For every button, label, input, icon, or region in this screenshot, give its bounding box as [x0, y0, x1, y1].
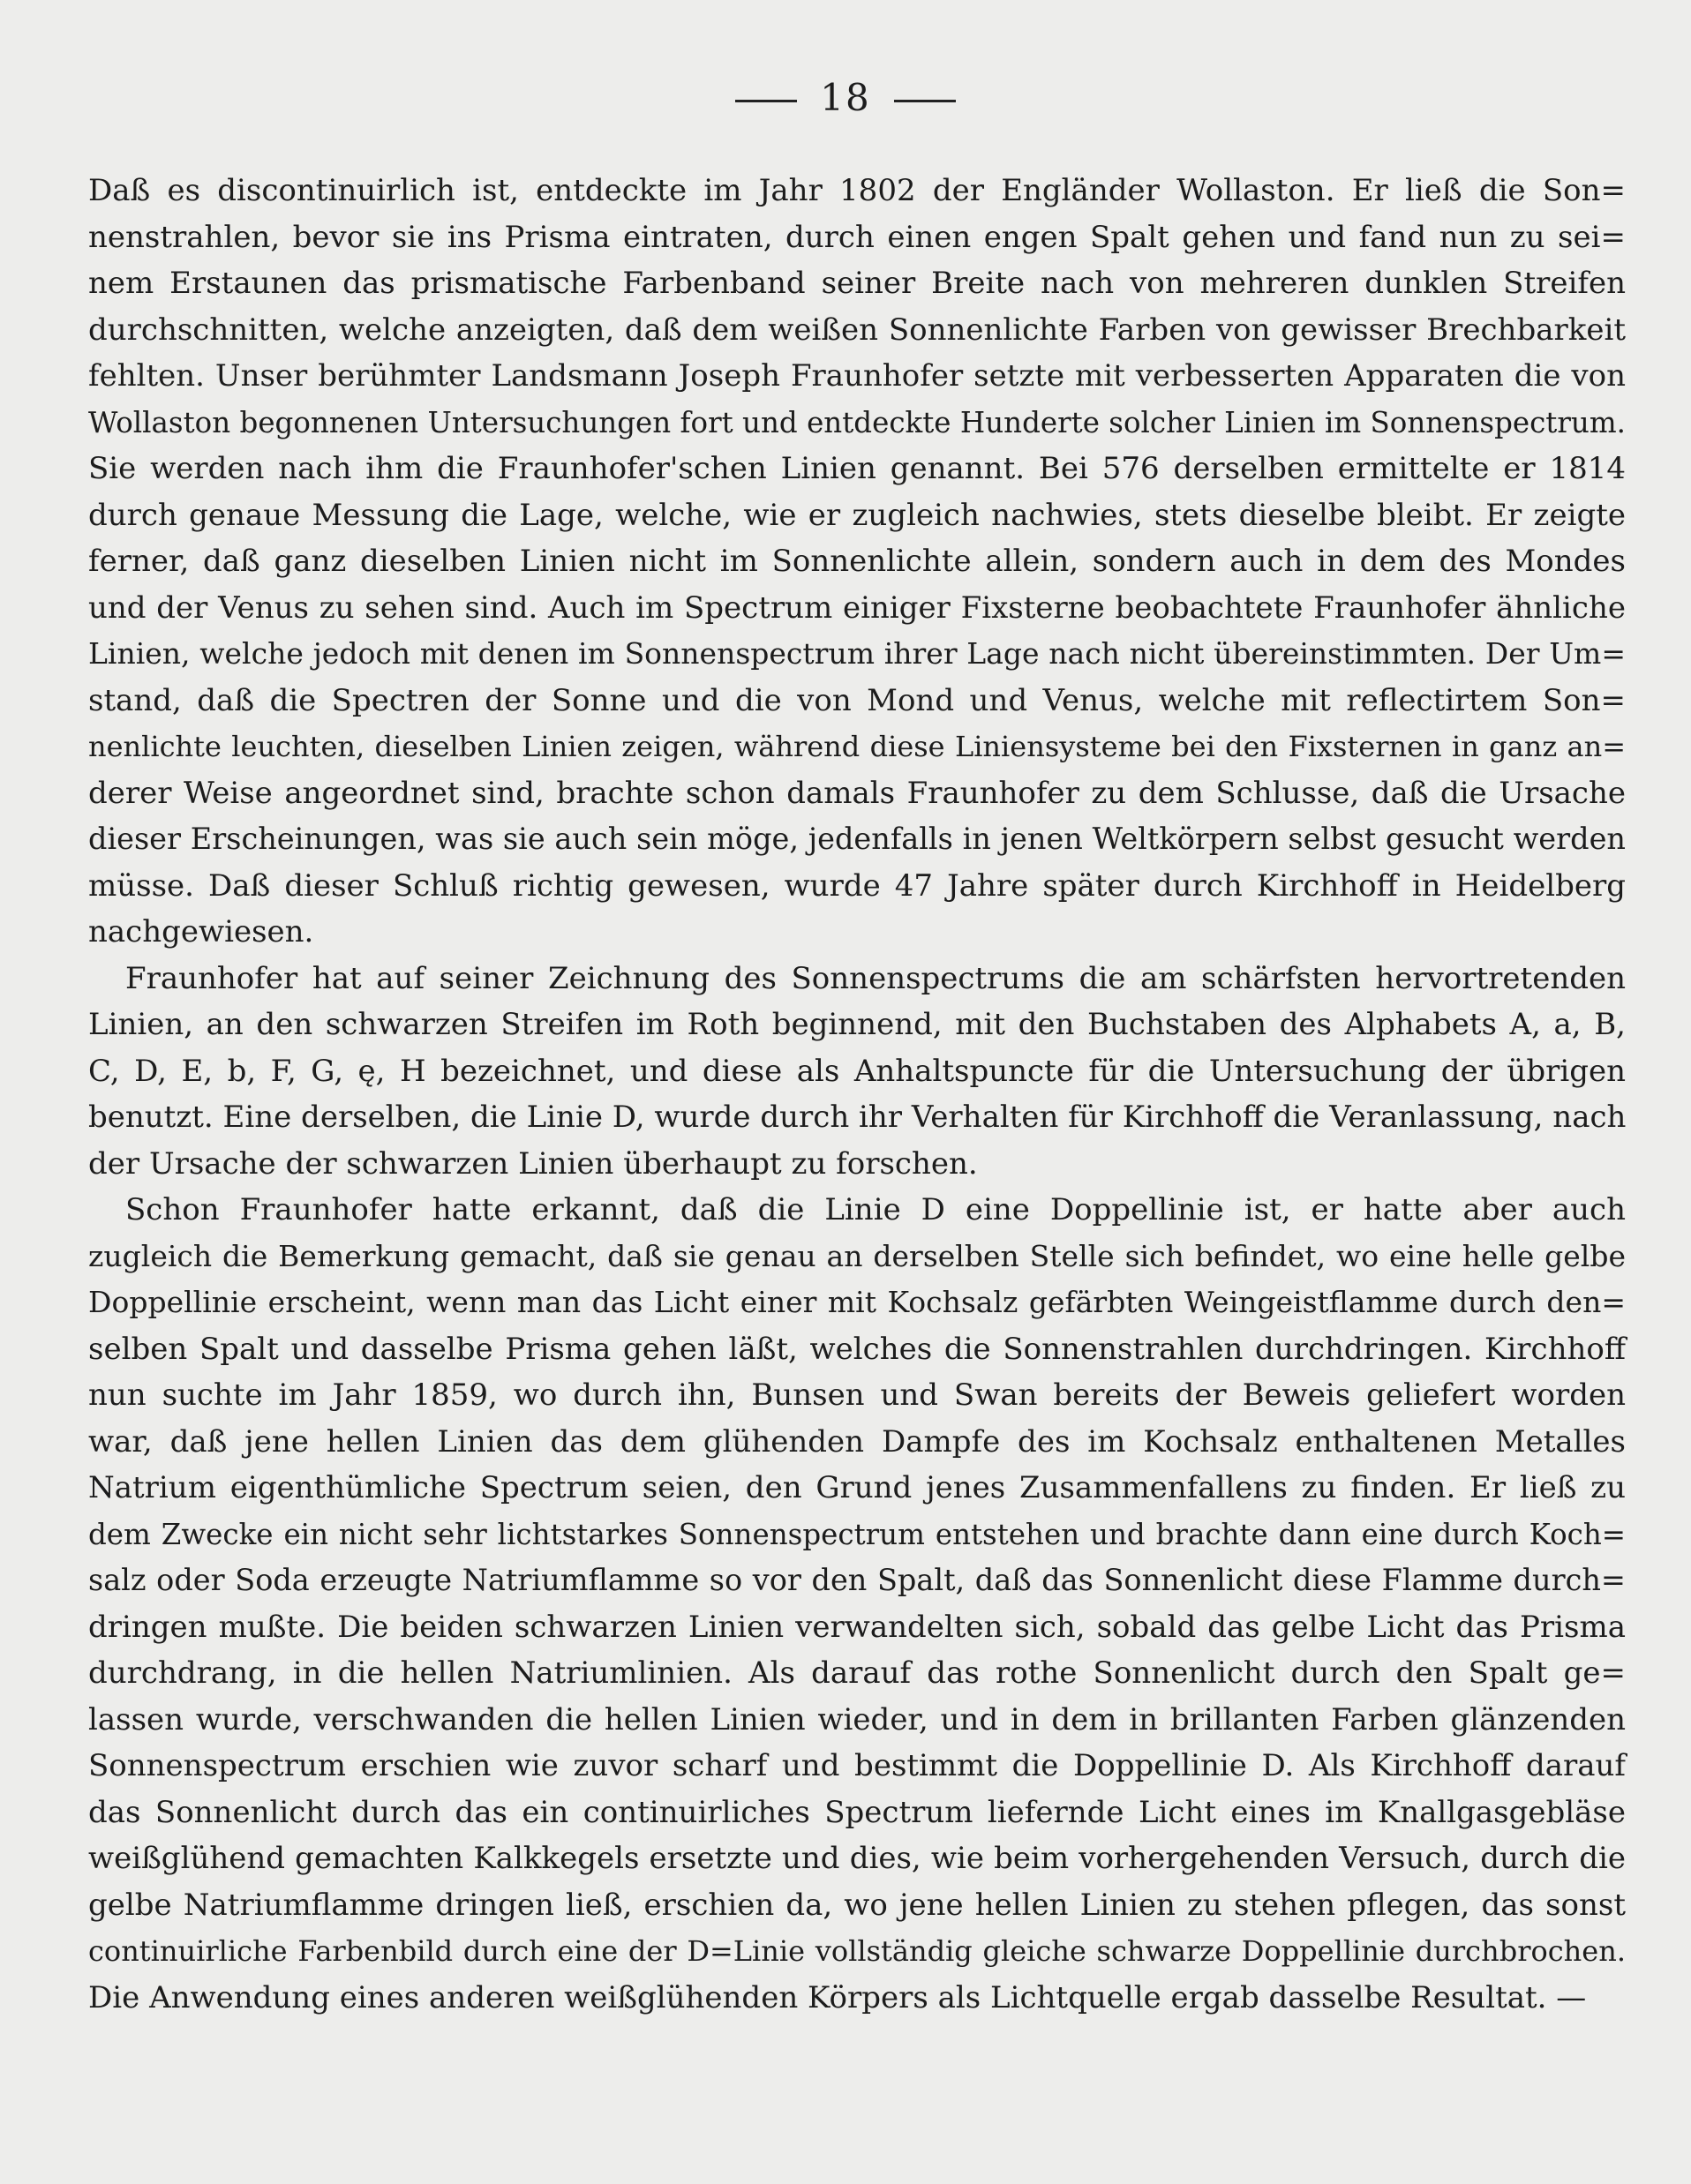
- text-line: Die Anwendung eines anderen weißglühenden Körpers als Lichtquelle ergab dasselbe Resultat. —: [88, 1979, 1587, 2015]
- text-line: C, D, E, b, F, G, ę, H bezeichnet, und diese als Anhaltspuncte für die Untersuchung der übrigen: [88, 1053, 1626, 1089]
- text-line: durch genaue Messung die Lage, welche, wie er zugleich nachwies, stets dieselbe bleibt. Er zeigte: [88, 497, 1626, 533]
- text-line: ferner, daß ganz dieselben Linien nicht im Sonnenlichte allein, sondern auch in dem des Mondes: [88, 544, 1626, 579]
- text-line: nem Erstaunen das prismatische Farbenband seiner Breite nach von mehreren dunklen Streifen: [88, 266, 1626, 301]
- page-number: 18: [820, 76, 871, 119]
- text-line: nenlichte leuchten, dieselben Linien zeigen, während diese Liniensysteme bei den Fixsternen in ganz an=: [88, 730, 1626, 763]
- text-line: dem Zwecke ein nicht sehr lichtstarkes Sonnenspectrum entstehen und brachte dann eine durch Koch=: [88, 1517, 1626, 1551]
- text-line: gelbe Natriumflamme dringen ließ, erschien da, wo jene hellen Linien zu stehen pflegen, das sonst: [88, 1887, 1626, 1923]
- text-line: selben Spalt und dasselbe Prisma gehen läßt, welches die Sonnenstrahlen durchdringen. Kirchhoff: [88, 1331, 1626, 1367]
- text-line: stand, daß die Spectren der Sonne und die von Mond und Venus, welche mit reflectirtem Son=: [88, 682, 1626, 718]
- text-line: lassen wurde, verschwanden die hellen Linien wieder, und in dem in brillanten Farben glänzenden: [88, 1701, 1626, 1737]
- text-line: war, daß jene hellen Linien das dem glühenden Dampfe des im Kochsalz enthaltenen Metalles: [88, 1423, 1626, 1460]
- text-line: Doppellinie erscheint, wenn man das Licht einer mit Kochsalz gefärbten Weingeistflamme durch den=: [88, 1285, 1626, 1319]
- text-line: continuirliche Farbenbild durch eine der D=Linie vollständig gleiche schwarze Doppellinie durchbrochen.: [88, 1934, 1626, 1968]
- page-number-header: [0, 76, 1691, 119]
- text-line: der Ursache der schwarzen Linien überhaupt zu forschen.: [88, 1145, 978, 1182]
- text-line: dringen mußte. Die beiden schwarzen Linien verwandelten sich, sobald das gelbe Licht das Prisma: [88, 1609, 1626, 1645]
- text-line: Schon Fraunhofer hatte erkannt, daß die Linie D eine Doppellinie ist, er hatte aber auch: [125, 1192, 1626, 1227]
- text-line: nenstrahlen, bevor sie ins Prisma eintraten, durch einen engen Spalt gehen und fand nun zu sei=: [88, 219, 1626, 255]
- text-line: Daß es discontinuirlich ist, entdeckte im Jahr 1802 der Engländer Wollaston. Er ließ die Son=: [88, 173, 1626, 208]
- text-line: nachgewiesen.: [88, 914, 314, 949]
- text-line: müsse. Daß dieser Schluß richtig gewesen, wurde 47 Jahre später durch Kirchhoff in Heidelberg: [88, 867, 1626, 904]
- text-line: durchschnitten, welche anzeigten, daß dem weißen Sonnenlichte Farben von gewisser Brechbarkeit: [88, 311, 1626, 348]
- body-text: [88, 168, 1626, 2021]
- text-line: fehlten. Unser berühmter Landsmann Joseph Fraunhofer setzte mit verbesserten Apparaten die von: [88, 358, 1626, 394]
- text-line: salz oder Soda erzeugte Natriumflamme so vor den Spalt, daß das Sonnenlicht diese Flamme durch=: [88, 1563, 1626, 1597]
- text-line: dieser Erscheinungen, was sie auch sein möge, jedenfalls in jenen Weltkörpern selbst gesucht werden: [88, 822, 1626, 856]
- text-line: und der Venus zu sehen sind. Auch im Spectrum einiger Fixsterne beobachtete Fraunhofer ähnliche: [88, 589, 1626, 626]
- left-dash: [735, 100, 797, 102]
- text-line: Natrium eigenthümliche Spectrum seien, den Grund jenes Zusammenfallens zu finden. Er ließ zu: [88, 1470, 1626, 1505]
- text-line: weißglühend gemachten Kalkkegels ersetzte und dies, wie beim vorhergehenden Versuch, durch die: [88, 1841, 1626, 1876]
- text-line: durchdrang, in die hellen Natriumlinien. Als darauf das rothe Sonnenlicht durch den Spalt ge=: [88, 1655, 1626, 1691]
- text-line: Fraunhofer hat auf seiner Zeichnung des Sonnenspectrums die am schärfsten hervortretenden: [125, 960, 1626, 996]
- text-line: derer Weise angeordnet sind, brachte schon damals Fraunhofer zu dem Schlusse, daß die Ursache: [88, 775, 1626, 811]
- text-line: das Sonnenlicht durch das ein continuirliches Spectrum liefernde Licht eines im Knallgasgebläse: [88, 1794, 1626, 1830]
- text-line: nun suchte im Jahr 1859, wo durch ihn, Bunsen und Swan bereits der Beweis geliefert worden: [88, 1377, 1626, 1413]
- right-dash: [894, 100, 956, 102]
- text-line: Sie werden nach ihm die Fraunhofer'schen Linien genannt. Bei 576 derselben ermittelte er 1814: [88, 451, 1626, 486]
- text-line: Wollaston begonnenen Untersuchungen fort und entdeckte Hunderte solcher Linien im Sonnenspectrum.: [88, 405, 1626, 439]
- text-line: zugleich die Bemerkung gemacht, daß sie genau an derselben Stelle sich befindet, wo eine helle gelbe: [88, 1238, 1626, 1273]
- text-line: Sonnenspectrum erschien wie zuvor scharf und bestimmt die Doppellinie D. Als Kirchhoff darauf: [88, 1748, 1626, 1783]
- text-line: Linien, an den schwarzen Streifen im Roth beginnend, mit den Buchstaben des Alphabets A, a, B,: [88, 1007, 1626, 1042]
- text-line: Linien, welche jedoch mit denen im Sonnenspectrum ihrer Lage nach nicht übereinstimmten. Der Um=: [88, 636, 1626, 671]
- text-line: benutzt. Eine derselben, die Linie D, wurde durch ihr Verhalten für Kirchhoff die Veranlassung, nach: [88, 1100, 1627, 1135]
